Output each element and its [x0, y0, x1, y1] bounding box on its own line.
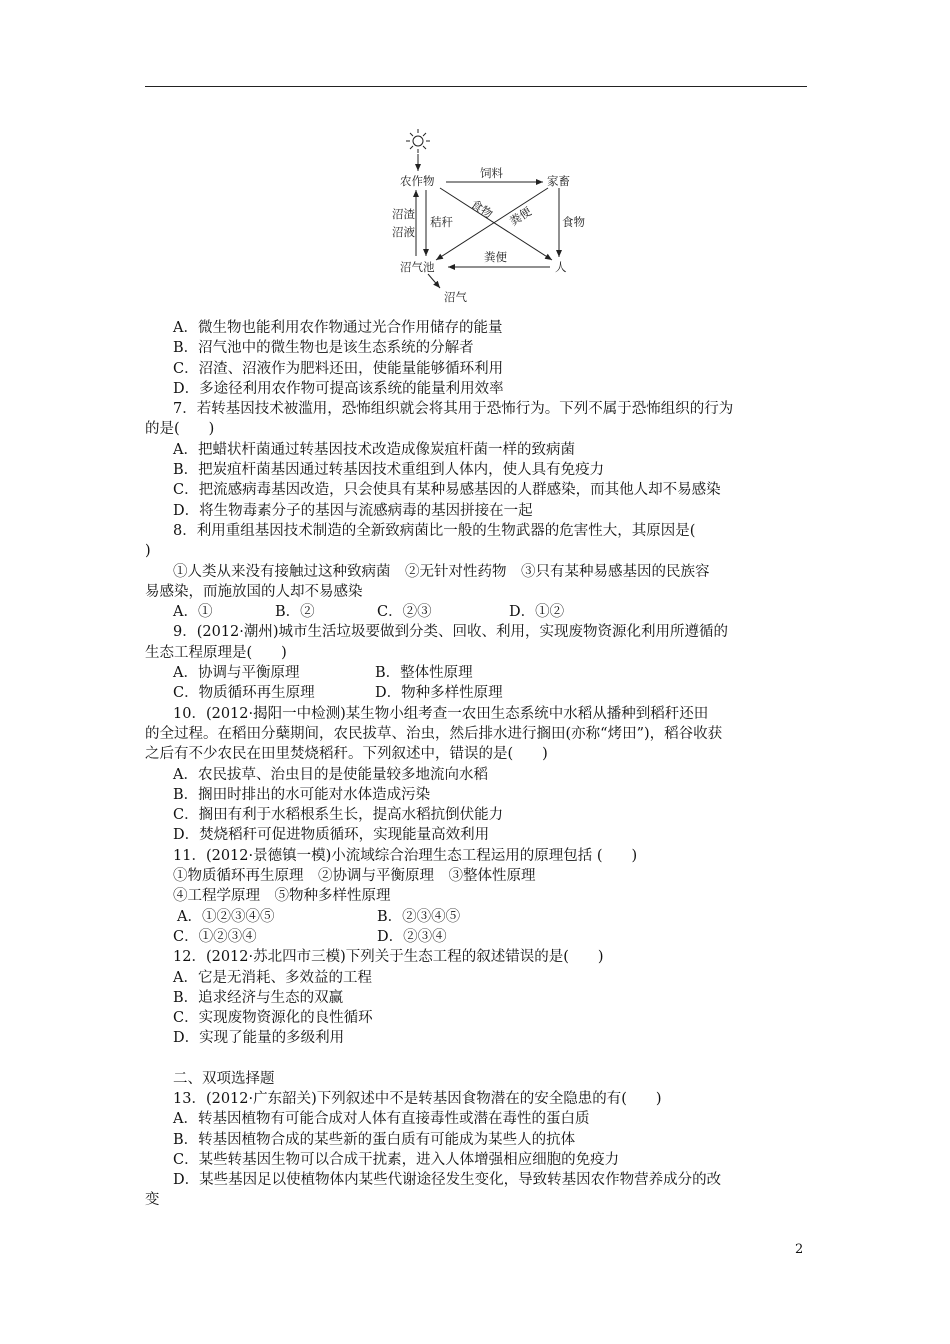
q7-option-d: D．将生物毒素分子的基因与流感病毒的基因拼接在一起 — [173, 502, 533, 519]
q10-option-a: A．农民拔草、治虫目的是使能量较多地流向水稻 — [173, 766, 488, 783]
q9-stem-cont: 生态工程原理是( ) — [145, 644, 287, 661]
edge-straw: 秸秆 — [430, 215, 453, 229]
q8-items-cont: 易感染，而施放国的人却不易感染 — [145, 583, 363, 600]
node-biogas: 沼气 — [444, 290, 467, 304]
edge-liquid: 沼液 — [392, 225, 415, 239]
q7-option-a: A．把蜡状杆菌通过转基因技术改造成像炭疽杆菌一样的致病菌 — [173, 441, 575, 458]
q12-option-b: B．追求经济与生态的双赢 — [173, 989, 344, 1006]
node-human: 人 — [555, 260, 567, 274]
q12-option-c: C．实现废物资源化的良性循环 — [173, 1010, 373, 1027]
q11-items2: ④工程学原理 ⑤物种多样性原理 — [173, 888, 391, 905]
eco-diagram — [380, 118, 610, 310]
q7-option-b: B．把炭疽杆菌基因通过转基因技术重组到人体内，使人具有免疫力 — [173, 462, 605, 479]
q13-stem: 13．(2012·广东韶关)下列叙述中不是转基因食物潜在的安全隐患的有( ) — [173, 1090, 662, 1107]
q13-option-c: C．某些转基因生物可以合成干扰素，进入人体增强相应细胞的免疫力 — [173, 1151, 620, 1168]
sun-icon — [406, 129, 430, 153]
q6-option-d: D．多途径利用农作物可提高该系统的能量利用效率 — [173, 380, 504, 397]
question-content — [145, 318, 807, 1211]
section-heading: 二、双项选择题 — [173, 1070, 275, 1087]
q13-option-d: D．某些基因足以使植物体内某些代谢途径发生变化，导致转基因农作物营养成分的改 — [173, 1172, 722, 1189]
q7-stem-cont: 的是( ) — [145, 421, 215, 438]
q10-option-c: C．搁田有利于水稻根系生长，提高水稻抗倒伏能力 — [173, 807, 504, 824]
q10-option-b: B．搁田时排出的水可能对水体造成污染 — [173, 786, 431, 803]
q7-option-c: C．把流感病毒基因改造，只会使具有某种易感基因的人群感染，而其他人却不易感染 — [173, 482, 721, 499]
q12-option-a: A．它是无消耗、多效益的工程 — [173, 969, 372, 986]
q11-items1: ①物质循环再生原理 ②协调与平衡原理 ③整体性原理 — [173, 868, 536, 885]
q11-options-row1 — [145, 907, 807, 927]
q8-option-d: D．①② — [509, 604, 565, 621]
header-rule — [145, 86, 807, 87]
q8-items: ①人类从来没有接触过这种致病菌 ②无针对性药物 ③只有某种易感基因的民族容 — [173, 563, 710, 580]
q7-stem: 7．若转基因技术被滥用，恐怖组织就会将其用于恐怖行为。下列不属于恐怖组织的行为 — [173, 401, 734, 418]
q6-option-a: A．微生物也能利用农作物通过光合作用储存的能量 — [173, 320, 503, 336]
edge-food-2: 食物 — [562, 215, 585, 229]
q8-stem-cont: ) — [145, 543, 151, 560]
q9-options-row1 — [145, 663, 807, 683]
q9-option-a: A．协调与平衡原理 — [173, 665, 300, 682]
q11-option-a: A．①②③④⑤ — [177, 908, 275, 925]
edge-manure-2: 粪便 — [484, 250, 507, 264]
q9-option-c: C．物质循环再生原理 — [173, 685, 315, 702]
edge-feed: 饲料 — [480, 166, 503, 180]
edge-food-1: 食物 — [468, 196, 496, 222]
q11-option-d: D．②③④ — [377, 928, 447, 945]
q9-stem: 9．(2012·潮州)城市生活垃圾要做到分类、回收、利用，实现废物资源化利用所遵循的 — [173, 624, 729, 641]
q13-option-b: B．转基因植物合成的某些新的蛋白质有可能成为某些人的抗体 — [173, 1131, 576, 1148]
q6-option-b: B．沼气池中的微生物也是该生态系统的分解者 — [173, 340, 474, 357]
page-number: 2 — [795, 1242, 804, 1257]
q13-option-d-cont: 变 — [145, 1192, 160, 1209]
q10-stem-cont1: 的全过程。在稻田分蘖期间，农民拔草、治虫，然后排水进行搁田(亦称“烤田”)，稻谷收获 — [145, 725, 723, 742]
q8-option-b: B．② — [275, 604, 315, 621]
q12-option-d: D．实现了能量的多级利用 — [173, 1030, 345, 1047]
q12-stem: 12．(2012·苏北四市三模)下列关于生态工程的叙述错误的是( ) — [173, 949, 604, 966]
q10-stem-cont2: 之后有不少农民在田里焚烧稻秆。下列叙述中，错误的是( ) — [145, 746, 548, 763]
q11-options-row2 — [145, 927, 807, 947]
q9-options-row2 — [145, 683, 807, 703]
q10-stem: 10．(2012·揭阳一中检测)某生物小组考查一农田生态系统中水稻从播种到稻秆还田 — [173, 705, 709, 722]
node-livestock: 家畜 — [547, 174, 570, 188]
q8-option-c: C．②③ — [377, 604, 432, 621]
q11-option-c: C．①②③④ — [173, 928, 257, 945]
q9-option-d: D．物种多样性原理 — [375, 685, 503, 702]
q10-option-d: D．焚烧稻秆可促进物质循环，实现能量高效利用 — [173, 827, 490, 844]
edge-manure-1: 粪便 — [507, 204, 534, 229]
node-biogas-pool: 沼气池 — [400, 260, 435, 274]
q6-option-c: C．沼渣、沼液作为肥料还田，使能量能够循环利用 — [173, 360, 504, 377]
q8-options — [145, 602, 807, 622]
q9-option-b: B．整体性原理 — [375, 665, 473, 682]
node-crops: 农作物 — [400, 174, 435, 188]
edge-residue: 沼渣 — [392, 207, 415, 221]
q8-option-a: A．① — [173, 604, 213, 621]
q8-stem: 8．利用重组基因技术制造的全新致病菌比一般的生物武器的危害性大，其原因是( — [173, 522, 696, 539]
q11-stem: 11．(2012·景德镇一模)小流域综合治理生态工程运用的原理包括 ( ) — [173, 847, 638, 864]
q11-option-b: B．②③④⑤ — [377, 908, 461, 925]
q13-option-a: A．转基因植物有可能合成对人体有直接毒性或潜在毒性的蛋白质 — [173, 1111, 590, 1128]
